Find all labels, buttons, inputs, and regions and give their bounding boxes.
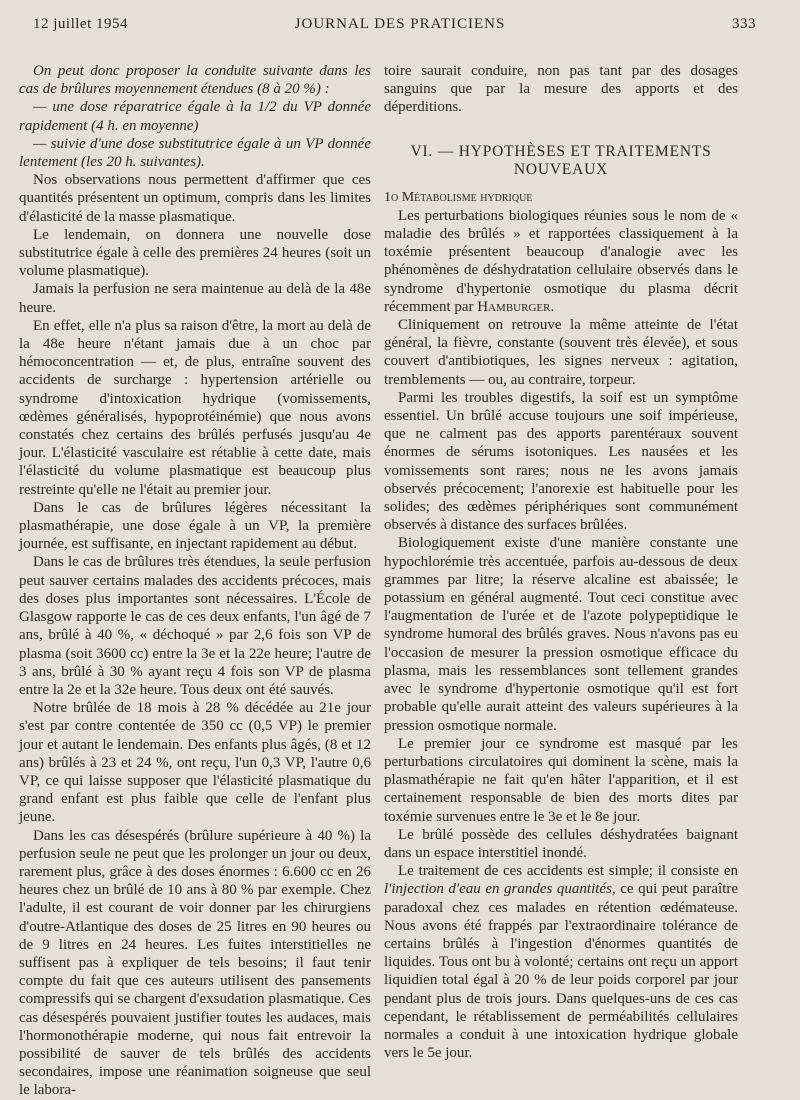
subsection-title: 1o Métabolisme hydrique: [384, 189, 533, 205]
paragraph: Nos observations nous permettent d'affirmer que ces quantités présentent un optimum, compris dans les limites d'élasticité de la masse plasmatique.: [19, 172, 371, 225]
paragraph: [384, 862, 738, 1062]
paragraph: En effet, elle n'a plus sa raison d'être, la mort au delà de la 48e heure n'étant jamais due à un choc par hémoconcentration — et, de plus, entraîne souvent des accidents de surcharge : hypertension artérielle ou syndrome d'intoxication hydrique (vomissements, œdèmes généralisés, hypoprotéinémie) que nous avons constatés chez certains des brûlés perfusés jusqu'au 4e jour. L'élasticité vasculaire est rétablie à cette date, mais l'élasticité du volume plasmatique est beaucoup plus restreinte qu'elle ne l'était au premier jour.: [19, 317, 371, 498]
paragraph: [384, 207, 738, 316]
paragraph: Jamais la perfusion ne sera maintenue au delà de la 48e heure.: [19, 281, 371, 316]
paragraph: Parmi les troubles digestifs, la soif est un symptôme essentiel. Un brûlé accuse toujours une soif impérieuse, que ne calment pas des apports parentéraux souvent énormes de sérums isotoniques. Les nausées et les vomissements sont rares; nous ne les avons jamais observés précocement; l'anorexie est habituelle pour les solides; des œdèmes périphériques sont communément observés à distance des surfaces brûlées.: [384, 389, 738, 534]
paragraph: Le lendemain, on donnera une nouvelle dose substitutrice égale à celle des premières 24 heures (soit un volume plasmatique).: [19, 226, 371, 280]
emphasis-text: l'injection d'eau en grandes quantités,: [384, 881, 616, 898]
paragraph: Le brûlé possède des cellules déshydratées baignant dans un espace interstitiel inondé.: [384, 826, 738, 861]
paragraph: Dans les cas désespérés (brûlure supérieure à 40 %) la perfusion seule ne peut que les prolonger un jour ou deux, rarement plus, grâce à des doses énormes : 6.600 cc en 26 heures chez un brûlé de 10 ans à 80 % par exemple. Chez l'adulte, il est courant de voir donner par les chirurgiens d'outre-Atlantique des doses de 25 litres en 90 heures ou de 9 litres en 24 heures. Les fuites interstitielles ne suffisent pas à expliquer de tels besoins; il faut tenir compte du fait que ces auteurs utilisent des pansements compressifs qui se chargent d'exsudation plasmatique. Ces cas désespérés pouvaient justifier toutes les audaces, mais l'hormonothérapie moderne, qui nous fait entrevoir la possibilité de sauver de tels brûlés des accidents secondaires, impose une réanimation soigneuse que seul le labora-: [19, 827, 371, 1099]
author-name: Hamburger.: [477, 298, 555, 315]
page-header: [30, 16, 770, 38]
right-column: [384, 62, 738, 1062]
paragraph: toire saurait conduire, non pas tant par des dosages sanguins que par la mesure des apports et des déperditions.: [384, 63, 738, 116]
paragraph: Notre brûlée de 18 mois à 28 % décédée au 21e jour s'est par contre contentée de 350 cc (0,5 VP) le premier jour et autant le lendemain. Des enfants plus âgés, (8 et 12 ans) brûlés à 23 et 24 %, ont reçu, l'un 0,3 VP, l'autre 0,6 VP, ce qui laisse supposer que l'élasticité plasmatique du grand enfant est plus faible que celle de l'enfant plus jeune.: [19, 700, 371, 826]
journal-title: JOURNAL DES PRATICIENS: [294, 16, 506, 32]
paragraph-text: Le traitement de ces accidents est simple; il consiste en: [398, 863, 738, 880]
paragraph: Cliniquement on retrouve la même atteinte de l'état général, la fièvre, constante (souvent très élevée), et sous couvert d'antibiotiques, les signes nerveux : agitation, tremblements — ou, au contraire, torpeur.: [384, 317, 738, 388]
paragraph: Dans le cas de brûlures légères nécessitant la plasmathérapie, une dose égale à un VP, la première journée, est suffisante, en injectant rapidement au début.: [19, 499, 371, 553]
left-column: [19, 62, 371, 1100]
section-title: VI. — HYPOTHÈSES ET TRAITEMENTS NOUVEAUX: [410, 142, 712, 178]
paragraph: — suivie d'une dose substitutrice égale à un VP donnée lentement (les 20 h. suivantes).: [19, 135, 371, 171]
paragraph-text: Les perturbations biologiques réunies sous le nom de « maladie des brûlés » et rapportées classiquement à la toxémie présentent beaucoup d'analogie avec les phénomènes de déshydratation cellulaire observés dans le syndrome d'hypertonie osmotique du plasma décrit récemment par: [384, 207, 738, 315]
paragraph: On peut donc proposer la conduite suivante dans les cas de brûlures moyennement étendues (8 à 20 %) :: [19, 63, 371, 98]
paragraph: — une dose réparatrice égale à la 1/2 du VP donnée rapidement (4 h. en moyenne): [19, 99, 371, 134]
header-date: 12 juillet 1954: [33, 16, 128, 32]
paragraph: Le premier jour ce syndrome est masqué par les perturbations circulatoires qui dominent la scène, mais la plasmathérapie ne fait qu'en hâter l'apparition, et il est certainement responsable de bien des morts dites par toxémie survenues entre le 3e et le 8e jour.: [384, 735, 738, 825]
paragraph: Dans le cas de brûlures très étendues, la seule perfusion peut sauver certains malades des accidents précoces, mais des doses plus importantes sont nécessaires. L'École de Glasgow rapporte le cas de ces deux enfants, l'un âgé de 7 ans, brûlé à 40 %, « déchoqué » par 2,6 fois son VP de plasma (soit 3600 cc) entre la 3e et la 22e heure; l'autre de 3 ans, brûlé à 30 % ayant reçu 4 fois son VP de plasma entre la 2e et la 32e heure. Tous deux ont été sauvés.: [19, 554, 371, 698]
page-number: 333: [732, 16, 756, 32]
paragraph-text: ce qui peut paraître paradoxal chez ces malades en rétention œdémateuse. Nous avons été frappés par l'extraordinaire tolérance de certains brûlés à l'ingestion d'énormes quantités de liquides. Tous ont bu à volonté; certains ont reçu un apport liquidien total égal à 20 % de leur poids corporel par jour pendant plus de trois jours. Dans quelques-uns de ces cas cependant, le rétablissement de perméabilités cellulaires normales a conduit à une intoxication hydrique globale vers le 5e jour.: [384, 881, 739, 1062]
paragraph: Biologiquement existe d'une manière constante une hypochlorémie très accentuée, parfois au-dessous de deux grammes par litre; la réserve alcaline est abaissée; le potassium en général augmenté. Tout ceci constitue avec l'augmentation de l'urée et de l'azote polypeptidique le syndrome humoral des brûlés graves. Nous n'avons pas eu l'occasion de mesurer la pression osmotique efficace du plasma, mais les ressemblances sont tellement grandes avec le syndrome d'hypertonie osmotique qu'il est fort probable qu'elle aurait atteint des valeurs supérieures à la pression osmotique normale.: [384, 535, 738, 734]
